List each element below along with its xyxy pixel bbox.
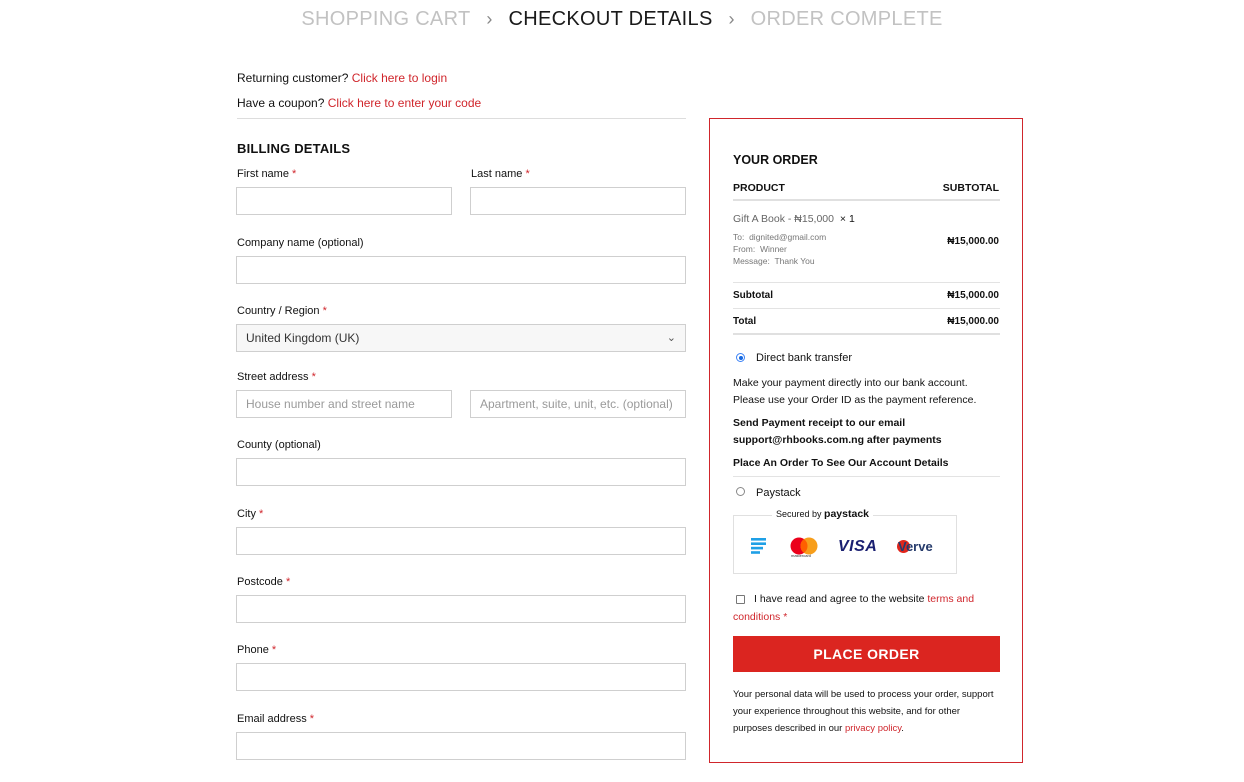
county-label: County (optional) <box>237 439 321 451</box>
street-label <box>237 371 316 383</box>
country-label-text: Country / Region <box>237 305 320 317</box>
privacy-text: Your personal data will be used to process your order, support your experience throughout this website, and for other purposes described in our <box>733 689 994 734</box>
chevron-right-icon: › <box>728 9 735 30</box>
required-mark: * <box>311 371 316 383</box>
paystack-card-brands <box>733 515 957 574</box>
billing-details-title: BILLING DETAILS <box>237 141 351 156</box>
verve-icon <box>897 539 933 554</box>
terms-text <box>733 590 993 626</box>
total-divider <box>733 333 1000 335</box>
returning-customer-text: Returning customer? <box>237 71 349 85</box>
item-name-text: Gift A Book - ₦15,000 <box>733 213 834 225</box>
meta-value: dignited@gmail.com <box>749 232 827 242</box>
meta-key: Message: <box>733 256 770 266</box>
city-label-text: City <box>237 508 256 520</box>
country-selected-value: United Kingdom (UK) <box>246 331 360 345</box>
privacy-notice <box>733 686 995 737</box>
bank-note-line: support@rhbooks.com.ng after payments <box>733 434 942 446</box>
last-name-label <box>471 168 530 180</box>
bank-note-line: Place An Order To See Our Account Details <box>733 457 949 469</box>
chevron-down-icon: ⌄ <box>666 332 676 344</box>
street-address-input[interactable]: House number and street name <box>236 390 452 418</box>
paystack-label[interactable]: Paystack <box>756 487 801 499</box>
breadcrumb <box>0 8 1244 31</box>
bank-transfer-radio[interactable] <box>736 353 745 362</box>
payment-divider <box>733 476 1000 477</box>
meta-from <box>733 243 826 255</box>
phone-label-text: Phone <box>237 644 269 656</box>
required-mark: * <box>292 168 297 180</box>
header-divider <box>733 199 1000 201</box>
meta-value: Winner <box>759 244 787 254</box>
company-label: Company name (optional) <box>237 237 364 249</box>
meta-key: From: <box>733 244 756 254</box>
meta-message <box>733 255 826 267</box>
paystack-radio[interactable] <box>736 487 745 496</box>
login-link[interactable]: Click here to login <box>351 71 448 85</box>
subtotal-label: Subtotal <box>733 290 773 301</box>
your-order-title: YOUR ORDER <box>733 153 818 167</box>
first-name-label-text: First name <box>237 168 289 180</box>
first-name-input[interactable] <box>236 187 452 215</box>
paystack-logo-text: paystack <box>824 508 869 520</box>
meta-to <box>733 231 826 243</box>
required-mark: * <box>309 713 315 725</box>
total-label: Total <box>733 316 757 327</box>
phone-label <box>237 644 276 656</box>
privacy-end: . <box>901 723 904 734</box>
total-value: ₦15,000.00 <box>947 316 999 327</box>
last-name-label-text: Last name <box>471 168 523 180</box>
bank-transfer-label[interactable]: Direct bank transfer <box>756 352 852 364</box>
chevron-right-icon: › <box>486 9 493 30</box>
first-name-label <box>237 168 296 180</box>
last-name-input[interactable] <box>470 187 686 215</box>
bank-transfer-description <box>733 375 976 409</box>
apartment-input[interactable]: Apartment, suite, unit, etc. (optional) <box>470 390 686 418</box>
city-input[interactable] <box>236 527 686 555</box>
secured-by-paystack <box>772 508 873 520</box>
order-item-meta <box>733 231 826 267</box>
required-mark: * <box>271 644 277 656</box>
terms-and-conditions-link[interactable]: terms and conditions <box>733 593 975 623</box>
street-label-text: Street address <box>237 371 309 383</box>
item-divider <box>733 282 1000 283</box>
product-column-header: PRODUCT <box>733 182 785 194</box>
breadcrumb-checkout-details: CHECKOUT DETAILS <box>508 8 713 31</box>
email-label-text: Email address <box>237 713 307 725</box>
email-input[interactable] <box>236 732 686 760</box>
required-mark: * <box>285 576 291 588</box>
place-order-button[interactable]: PLACE ORDER <box>733 636 1000 672</box>
required-mark: * <box>525 168 530 180</box>
meta-key: To: <box>733 232 745 242</box>
county-input[interactable] <box>236 458 686 486</box>
item-quantity: × 1 <box>839 213 855 225</box>
meta-value: Thank You <box>774 256 815 266</box>
visa-icon: VISA <box>838 538 878 555</box>
bank-note-line: Send Payment receipt to our email <box>733 417 906 429</box>
subtotal-value: ₦15,000.00 <box>947 290 999 301</box>
email-label <box>237 713 314 725</box>
terms-label: I have read and agree to the website <box>754 593 925 605</box>
enter-coupon-link[interactable]: Click here to enter your code <box>327 96 482 110</box>
mastercard-wordmark: mastercard <box>791 553 812 558</box>
coupon-notice <box>237 96 481 110</box>
notice-divider <box>237 118 686 119</box>
phone-input[interactable] <box>236 663 686 691</box>
required-mark: * <box>322 305 327 317</box>
bank-desc-line: Please use your Order ID as the payment reference. <box>733 394 977 406</box>
postcode-label <box>237 576 290 588</box>
order-item-amount: ₦15,000.00 <box>947 236 999 247</box>
required-mark: * <box>259 508 264 520</box>
country-select[interactable] <box>236 324 686 352</box>
postcode-label-text: Postcode <box>237 576 283 588</box>
city-label <box>237 508 263 520</box>
verve-wordmark: Verve <box>898 539 933 554</box>
privacy-policy-link[interactable]: privacy policy <box>844 723 902 734</box>
subtotal-column-header: SUBTOTAL <box>942 182 999 194</box>
secured-by-text: Secured by <box>776 509 822 519</box>
subtotal-divider <box>733 308 1000 309</box>
paystack-icon <box>751 538 767 554</box>
bank-desc-line: Make your payment directly into our bank account. <box>733 377 968 389</box>
bank-transfer-note <box>733 415 949 472</box>
postcode-input[interactable] <box>236 595 686 623</box>
breadcrumb-order-complete: ORDER COMPLETE <box>750 8 943 31</box>
company-input[interactable] <box>236 256 686 284</box>
required-mark: * <box>783 611 788 623</box>
order-summary-panel <box>709 118 1023 763</box>
coupon-text: Have a coupon? <box>237 96 325 110</box>
breadcrumb-shopping-cart[interactable]: SHOPPING CART <box>301 8 471 31</box>
returning-customer-notice <box>237 71 447 85</box>
order-item-name <box>733 213 855 225</box>
country-label <box>237 305 327 317</box>
